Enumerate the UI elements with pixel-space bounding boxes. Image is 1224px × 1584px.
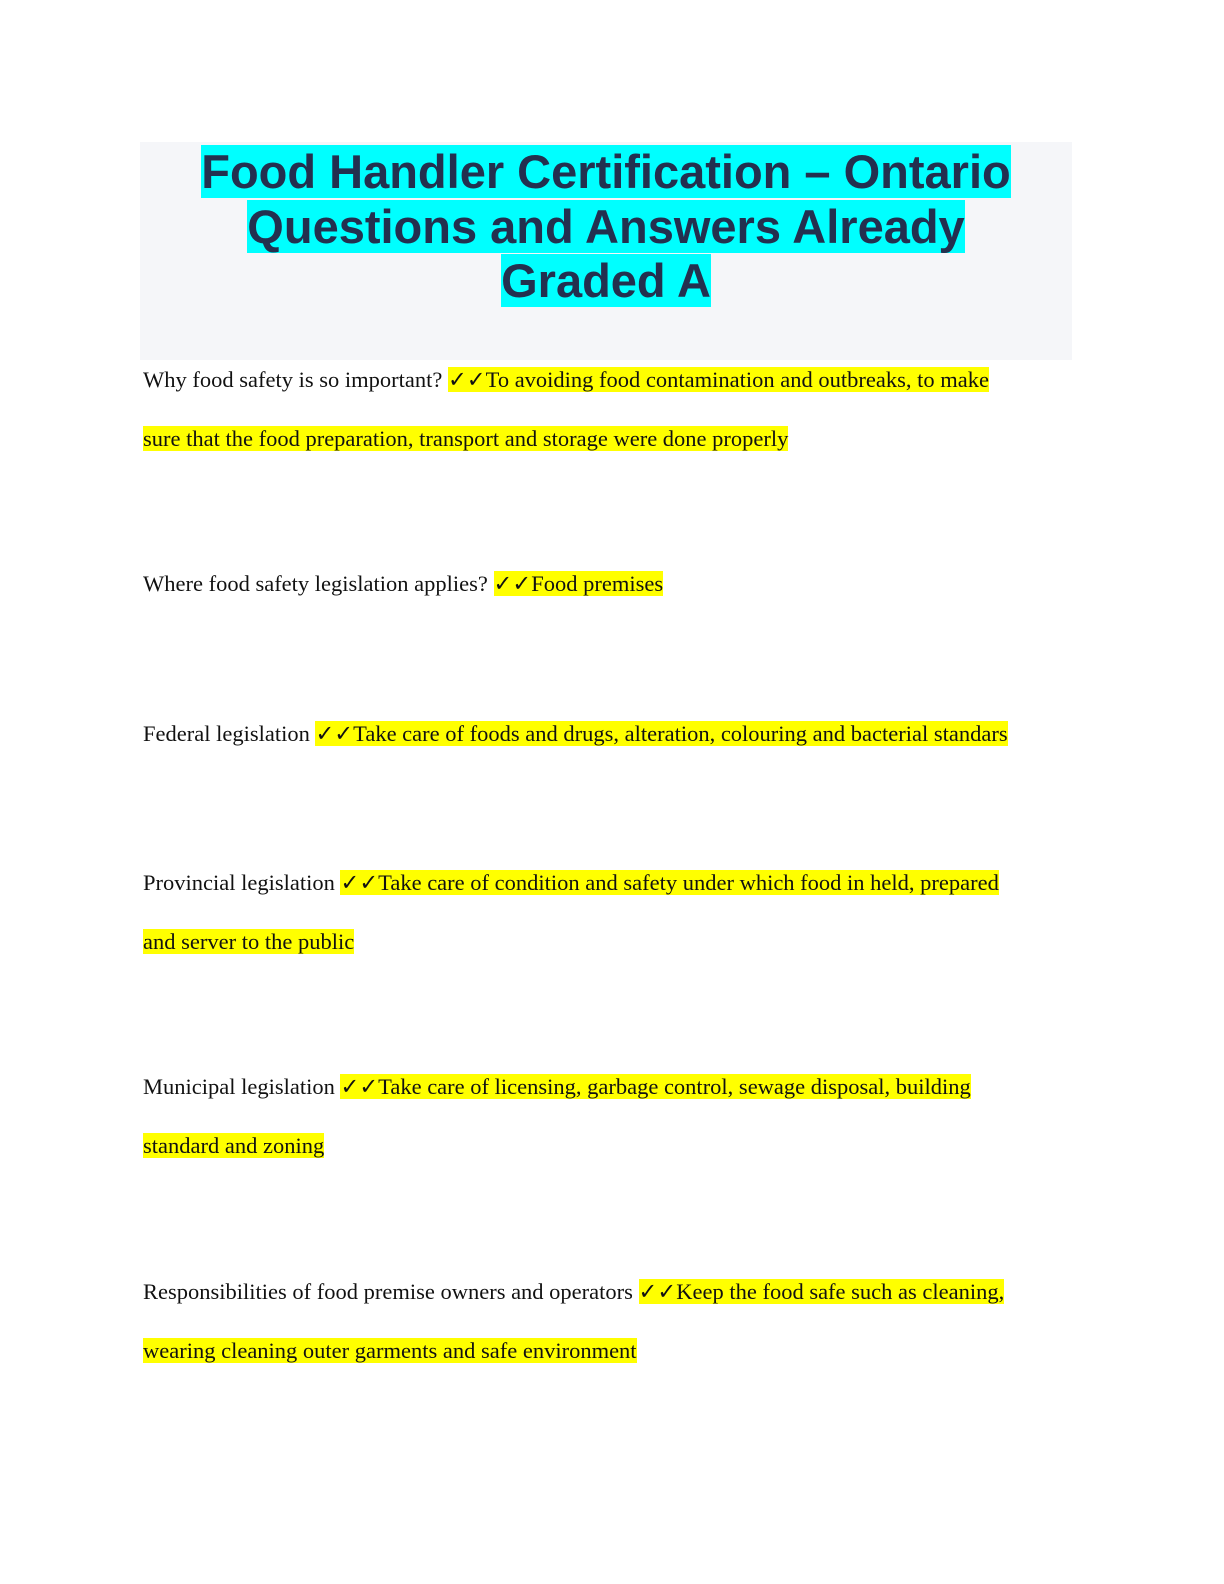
answer-text: and server to the public — [143, 929, 355, 954]
qa-item-owner-responsibilities — [143, 1262, 1073, 1380]
answer-text: ✓✓Keep the food safe such as cleaning, — [638, 1279, 1005, 1304]
qa-item-municipal-legislation — [143, 1057, 1073, 1175]
title-line-3: Graded A — [501, 254, 711, 307]
document-title — [140, 145, 1072, 309]
qa-item-provincial-legislation — [143, 853, 1073, 971]
qa-item-federal-legislation — [143, 704, 1073, 763]
question-text: Provincial legislation — [143, 870, 341, 895]
qa-item-food-safety-importance — [143, 350, 1073, 468]
title-line-2: Questions and Answers Already — [247, 199, 965, 253]
answer-text: standard and zoning — [143, 1133, 325, 1158]
answer-text: wearing cleaning outer garments and safe environment — [143, 1338, 637, 1363]
answer-text: sure that the food preparation, transport and storage were done properly — [143, 426, 789, 451]
answer-text: ✓✓Take care of condition and safety under which food in held, prepared — [340, 870, 999, 895]
question-text: Why food safety is so important? — [143, 367, 448, 392]
answer-text: ✓✓Take care of foods and drugs, alteration, colouring and bacterial standars — [315, 721, 1008, 746]
answer-text: ✓✓Food premises — [493, 571, 664, 596]
question-text: Municipal legislation — [143, 1074, 341, 1099]
qa-item-legislation-applies — [143, 554, 1073, 613]
question-text: Federal legislation — [143, 721, 316, 746]
answer-text: ✓✓To avoiding food contamination and outbreaks, to make — [447, 367, 989, 392]
title-line-1: Food Handler Certification – Ontario — [201, 145, 1011, 198]
question-text: Responsibilities of food premise owners and operators — [143, 1279, 639, 1304]
question-text: Where food safety legislation applies? — [143, 571, 494, 596]
answer-text: ✓✓Take care of licensing, garbage control, sewage disposal, building — [340, 1074, 971, 1099]
